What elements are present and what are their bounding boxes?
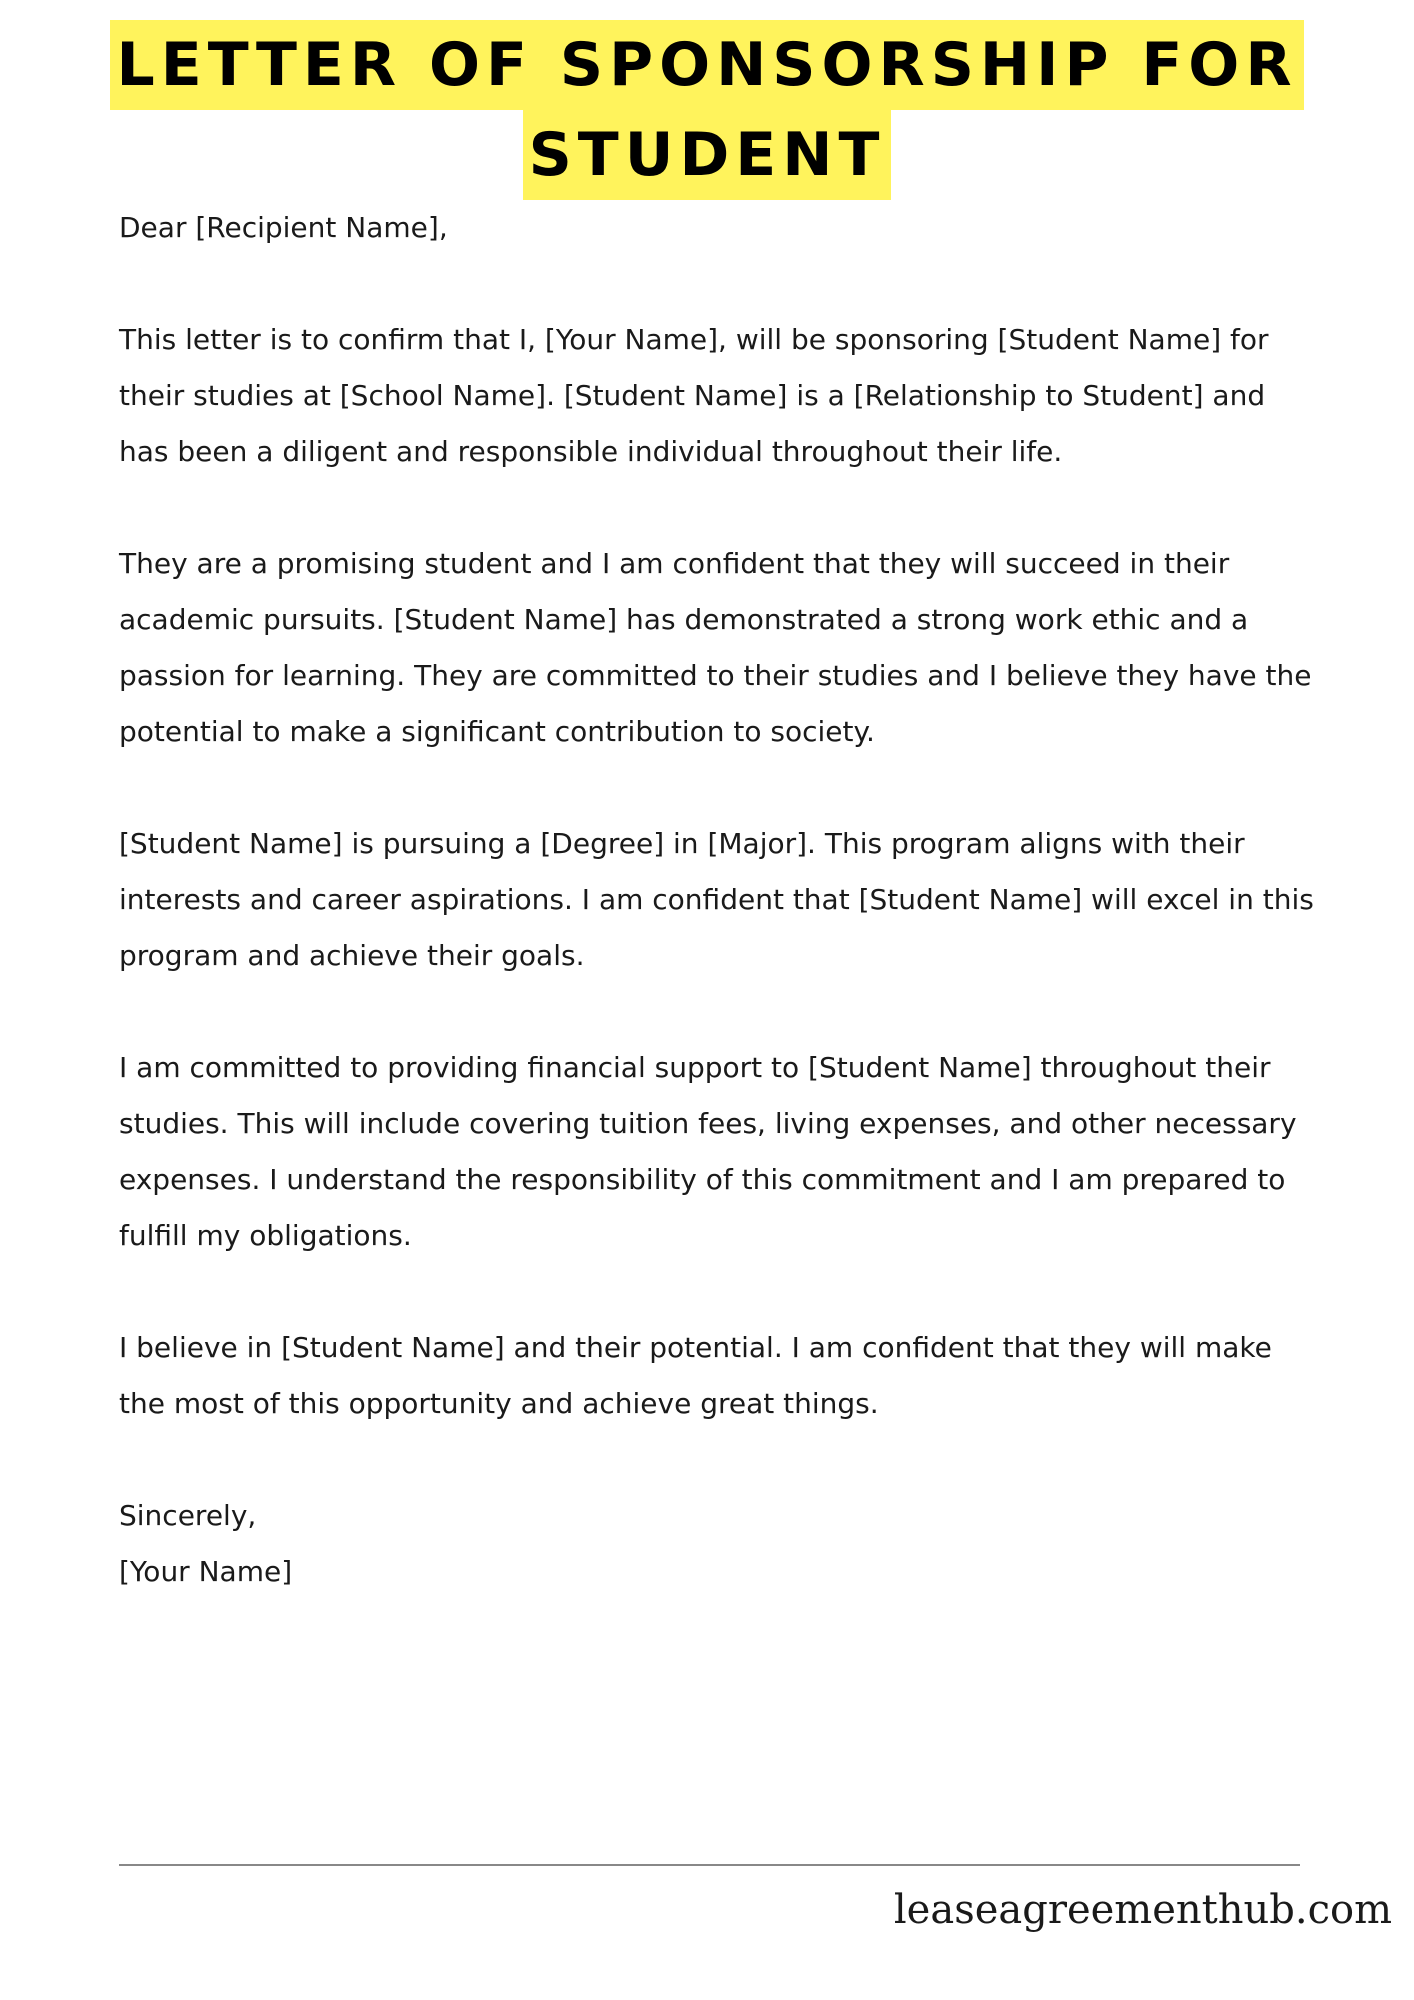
paragraph-5: I believe in [Student Name] and their potential. I am confident that they will make the most of this opportunity and achieve great things. [119, 1331, 1272, 1420]
paragraph-3: [Student Name] is pursuing a [Degree] in [Major]. This program aligns with their interests and career aspirations. I am confident that [Student Name] will excel in this program and achieve their goals. [119, 827, 1314, 972]
title-line-2: STUDENT [523, 110, 892, 200]
footer-website: leaseagreementhub.com [893, 1887, 1392, 1933]
paragraph-1: This letter is to confirm that I, [Your Name], will be sponsoring [Student Name] for their studies at [School Name]. [Student Name] is a [Relationship to Student] and has been a diligent and responsible individual throughout their life. [119, 323, 1269, 468]
footer-divider [119, 1864, 1300, 1866]
paragraph-spacer [119, 480, 1319, 536]
paragraph-spacer [119, 984, 1319, 1040]
paragraph-4: I am committed to providing financial support to [Student Name] throughout their studies. This will include covering tuition fees, living expenses, and other necessary expenses. I understand the responsibility of this commitment and I am prepared to fulfill my obligations. [119, 1051, 1297, 1252]
salutation: Dear [Recipient Name], [119, 211, 448, 244]
document-title [0, 20, 1414, 200]
paragraph-spacer [119, 1432, 1319, 1488]
paragraph-spacer [119, 760, 1319, 816]
paragraph-spacer [119, 1264, 1319, 1320]
letter-body [119, 200, 1319, 1600]
title-line-1: LETTER OF SPONSORSHIP FOR [110, 20, 1303, 110]
signature-name: [Your Name] [119, 1555, 293, 1588]
paragraph-2: They are a promising student and I am confident that they will succeed in their academic pursuits. [Student Name] has demonstrated a strong work ethic and a passion for learning. They are committed to their studies and I believe they have the potential to make a significant contribution to society. [119, 547, 1312, 748]
paragraph-spacer [119, 256, 1319, 312]
closing: Sincerely, [119, 1499, 257, 1532]
